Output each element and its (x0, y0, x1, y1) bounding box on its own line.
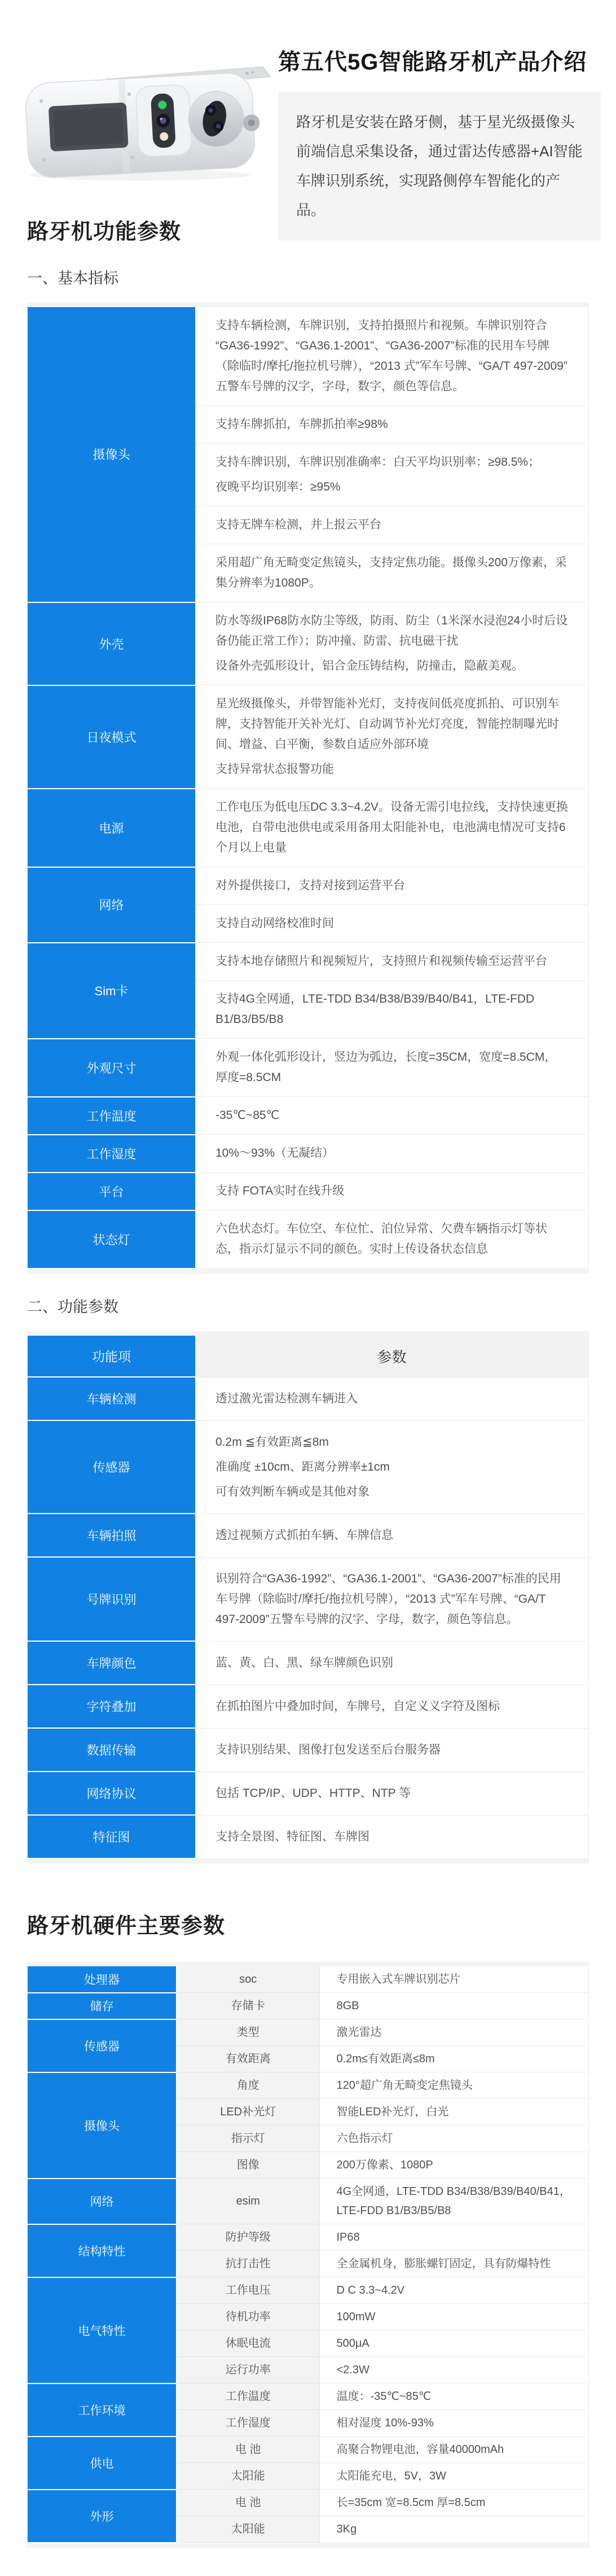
function-param-cell (195, 1641, 588, 1685)
hardware-value-cell: 太阳能充电，5V，3W (319, 2463, 588, 2490)
hardware-subitem-label: 有效距离 (177, 2046, 319, 2072)
function-param-line: 蓝、黄、白、黑、绿车牌颜色识别 (215, 1656, 393, 1669)
spec-group-label: 状态灯 (28, 1210, 195, 1269)
function-item-label: 传感器 (28, 1420, 195, 1514)
spec-value-line: 星光级摄像头，并带智能补光灯，支持夜间低亮度抓拍、可识别车牌，支持智能开关补光灯、自动调节补光灯亮度，智能控制曝光时间、增益、白平衡，参数自适应外部环境 (215, 697, 559, 751)
function-item-label: 车辆检测 (28, 1377, 195, 1420)
function-spec-row (28, 1685, 588, 1728)
spec-group-label: 日夜模式 (28, 685, 195, 789)
spec-value-cell (195, 444, 588, 506)
spec-value-cell (195, 981, 588, 1039)
hardware-value-cell: 4G全网通，LTE-TDD B34/B38/B39/B40/B41，LTE-FDD B1/B3/B5/B8 (319, 2179, 588, 2224)
function-param-line: 包括 TCP/IP、UDP、HTTP、NTP 等 (215, 1786, 411, 1800)
hardware-spec-row (28, 2383, 588, 2410)
hardware-value-cell: 0.2m≤有效距离≤8m (319, 2046, 588, 2072)
spec-value-line: 设备外壳弧形设计，铝合金压铸结构，防撞击，隐蔽美观。 (215, 659, 523, 672)
spec-group-label: 工作温度 (28, 1097, 195, 1135)
function-item-label: 字符叠加 (28, 1685, 195, 1728)
page-title: 第五代5G智能路牙机产品介绍 (278, 50, 587, 75)
spec-value-line: 支持 FOTA实时在线升级 (215, 1184, 345, 1197)
hardware-subitem-label: 指示灯 (177, 2125, 319, 2152)
hardware-value-cell: D C 3.3~4.2V (319, 2277, 588, 2304)
basic-specs-table-wrap (27, 303, 589, 1274)
hardware-value-cell: 专用嵌入式车牌识别芯片 (319, 1966, 588, 1993)
section-heading-function-params: 路牙机功能参数 (27, 220, 182, 244)
hardware-value-cell: <2.3W (319, 2357, 588, 2383)
basic-spec-row (28, 943, 588, 981)
spec-value-line: 10%～93%（无凝结） (215, 1147, 335, 1160)
product-description: 路牙机是安装在路牙侧，基于星光级摄像头前端信息采集设备，通过雷达传感器+AI智能车牌识别系统，实现路侧停车智能化的产品。 (278, 91, 601, 240)
basic-spec-row (28, 685, 588, 789)
hardware-category-label: 结构特性 (28, 2224, 177, 2277)
hardware-subitem-label: 电 池 (177, 2437, 319, 2463)
function-spec-row (28, 1815, 588, 1858)
function-param-cell (195, 1772, 588, 1815)
hardware-subitem-label: 抗打击性 (177, 2251, 319, 2277)
section-heading-hardware-params: 路牙机硬件主要参数 (27, 1914, 226, 1938)
spec-value-cell (195, 602, 588, 685)
hardware-subitem-label: 休眠电流 (177, 2330, 319, 2357)
hardware-category-label: 电气特性 (28, 2277, 177, 2383)
device-body (25, 72, 262, 178)
hardware-category-label: 网络 (28, 2179, 177, 2224)
hardware-subitem-label: LED补光灯 (177, 2099, 319, 2125)
spec-value-cell (195, 905, 588, 943)
function-param-cell (195, 1377, 588, 1420)
function-specs-table (28, 1336, 588, 1860)
hardware-category-label: 供电 (28, 2437, 177, 2490)
hardware-value-cell: 相对湿度 10%-93% (319, 2410, 588, 2437)
spec-value-line: 工作电压为低电压DC 3.3~4.2V。设备无需引电拉线，支持快速更换电池，自带电池供电或采用备用太阳能补电，电池满电情况可支持6个月以上电量 (215, 801, 568, 854)
hardware-subitem-label: 角度 (177, 2072, 319, 2099)
spec-group-label: 电源 (28, 789, 195, 867)
column-header-param: 参数 (195, 1336, 588, 1377)
function-spec-row (28, 1641, 588, 1685)
spec-group-label: Sim卡 (28, 943, 195, 1039)
function-item-label: 数据传输 (28, 1728, 195, 1772)
spec-value-line: 支持本地存储照片和视频短片，支持照片和视频传输至运营平台 (215, 955, 547, 968)
spec-value-line: 外观一体化弧形设计，竖边为弧边，长度=35CM，宽度=8.5CM，厚度=8.5CM (215, 1051, 557, 1084)
hardware-category-label: 外形 (28, 2490, 177, 2543)
function-item-label: 号牌识别 (28, 1557, 195, 1641)
spec-value-cell (195, 1097, 588, 1135)
hardware-subitem-label: 运行功率 (177, 2357, 319, 2383)
function-param-line: 可有效判断车辆或是其他对象 (215, 1485, 369, 1498)
hardware-specs-table-wrap (27, 1962, 589, 2548)
hardware-subitem-label: soc (177, 1966, 319, 1993)
spec-value-cell (195, 1039, 588, 1097)
hardware-subitem-label: 图像 (177, 2152, 319, 2179)
basic-spec-row (28, 307, 588, 406)
hardware-subitem-label: 类型 (177, 2019, 319, 2046)
spec-value-line: 防水等级IP68防水防尘等级，防雨、防尘（1米深水浸泡24小时后设备仍能正常工作）；防冲撞、防雷、抗电磁干扰 (215, 614, 568, 648)
basic-spec-row (28, 1039, 588, 1097)
spec-value-cell (195, 406, 588, 444)
hardware-spec-row (28, 1993, 588, 2019)
hardware-category-label: 储存 (28, 1993, 177, 2019)
function-param-line: 透过视频方式抓拍车辆、车牌信息 (215, 1528, 393, 1542)
hardware-subitem-label: 待机功率 (177, 2304, 319, 2330)
spec-group-label: 平台 (28, 1173, 195, 1210)
hardware-subitem-label: esim (177, 2179, 319, 2224)
spec-value-line: 支持车牌抓拍，车牌抓拍率≥98% (215, 418, 388, 431)
hardware-spec-row (28, 2179, 588, 2224)
hardware-spec-row (28, 2490, 588, 2516)
basic-spec-row (28, 867, 588, 905)
hardware-subitem-label: 电 池 (177, 2490, 319, 2516)
hardware-spec-row (28, 2019, 588, 2046)
spec-group-label: 外壳 (28, 602, 195, 685)
hardware-value-cell: 100mW (319, 2304, 588, 2330)
spec-group-label: 外观尺寸 (28, 1039, 195, 1097)
function-param-cell (195, 1685, 588, 1728)
function-param-line: 在抓拍图片中叠加时间，车牌号，自定义义字符及图标 (215, 1699, 500, 1713)
hardware-value-cell: 高聚合物锂电池，容量40000mAh (319, 2437, 588, 2463)
hardware-value-cell: 全金属机身，膨胀螺钉固定，具有防爆特性 (319, 2251, 588, 2277)
page-header (0, 0, 616, 218)
basic-spec-row (28, 602, 588, 685)
spec-value-line: 支持无牌车检测，并上报云平台 (215, 518, 381, 531)
spec-value-cell (195, 789, 588, 867)
basic-spec-row (28, 1135, 588, 1173)
spec-value-line: -35℃~85℃ (215, 1109, 280, 1122)
spec-value-cell (195, 506, 588, 544)
hardware-subitem-label: 太阳能 (177, 2463, 319, 2490)
spec-value-line: 支持自动网络校准时间 (215, 917, 334, 930)
spec-value-cell (195, 544, 588, 602)
hardware-value-cell: 温度：-35℃~85℃ (319, 2383, 588, 2410)
spec-value-line: 对外提供接口，支持对接到运营平台 (215, 879, 405, 892)
spec-value-line: 夜晚平均识别率：≥95% (215, 480, 341, 493)
function-param-line: 0.2m ≦有效距离≦8m (215, 1435, 329, 1449)
hardware-value-cell: 3Kg (319, 2516, 588, 2543)
function-item-label: 网络协议 (28, 1772, 195, 1815)
hardware-value-cell: 长=35cm 宽=8.5cm 厚=8.5cm (319, 2490, 588, 2516)
hardware-value-cell: 激光雷达 (319, 2019, 588, 2046)
spec-value-cell (195, 307, 588, 406)
hardware-spec-row (28, 2437, 588, 2463)
subheading-basic-indicators: 一、基本指标 (27, 270, 118, 287)
hardware-value-cell: 智能LED补光灯，白光 (319, 2099, 588, 2125)
hardware-value-cell: IP68 (319, 2224, 588, 2251)
spec-value-line: 支持4G全网通，LTE-TDD B34/B38/B39/B40/B41，LTE-FDD B1/B3/B5/B8 (215, 992, 535, 1026)
hardware-value-cell: 8GB (319, 1993, 588, 2019)
hardware-value-cell: 六色指示灯 (319, 2125, 588, 2152)
function-spec-row (28, 1377, 588, 1420)
function-table-header-row (28, 1336, 588, 1377)
function-item-label: 特征图 (28, 1815, 195, 1858)
hardware-spec-row (28, 1966, 588, 1993)
spec-group-label: 网络 (28, 867, 195, 943)
spec-value-cell (195, 685, 588, 789)
hardware-subitem-label: 太阳能 (177, 2516, 319, 2543)
function-spec-row (28, 1772, 588, 1815)
function-spec-row (28, 1557, 588, 1641)
hardware-value-cell: 200万像素、1080P (319, 2152, 588, 2179)
function-item-label: 车牌颜色 (28, 1641, 195, 1685)
function-spec-row (28, 1420, 588, 1514)
function-specs-table-wrap (27, 1331, 589, 1864)
hardware-category-label: 处理器 (28, 1966, 177, 1993)
function-param-line: 透过激光雷达检测车辆进入 (215, 1392, 358, 1405)
subheading-function-params: 二、功能参数 (27, 1298, 118, 1315)
function-param-cell (195, 1420, 588, 1514)
hardware-subitem-label: 工作温度 (177, 2383, 319, 2410)
basic-spec-row (28, 1173, 588, 1210)
function-param-line: 识别符合“GA36-1992”、“GA36.1-2001”、“GA36-2007”标准的民用车号牌（除临时/摩托/拖拉机号牌），“2013 式”军车号牌、“GA/T 497-2009”五警车号牌的汉字、字母，数字，颜色等信息。 (215, 1572, 561, 1626)
hardware-spec-row (28, 2277, 588, 2304)
function-param-line: 准确度 ±10cm、距离分辨率±1cm (215, 1460, 390, 1473)
hardware-subitem-label: 工作湿度 (177, 2410, 319, 2437)
spec-group-label: 工作湿度 (28, 1135, 195, 1173)
hardware-category-label: 工作环境 (28, 2383, 177, 2437)
spec-value-cell (195, 867, 588, 905)
hardware-category-label: 摄像头 (28, 2072, 177, 2179)
spec-value-cell (195, 943, 588, 981)
spec-value-line: 支持异常状态报警功能 (215, 763, 334, 776)
product-photo (10, 44, 271, 184)
hardware-category-label: 传感器 (28, 2019, 177, 2072)
column-header-item: 功能项 (28, 1336, 195, 1377)
basic-spec-row (28, 1097, 588, 1135)
spec-value-line: 六色状态灯。车位空、车位忙、泊位异常、欠费车辆指示灯等状态，指示灯显示不同的颜色。实时上传设备状态信息 (215, 1222, 547, 1256)
spec-value-line: 支持车辆检测，车牌识别，支持拍摄照片和视频。车牌识别符合“GA36-1992”、“GA36.1-2001”、“GA36-2007”标准的民用车号牌（除临时/摩托/拖拉机号牌），“2013 式”军车号牌、“GA/T 497-2009”五警车号牌的汉字，字母，数字，颜色等信息。 (215, 319, 567, 393)
basic-spec-row (28, 1210, 588, 1269)
hardware-spec-row (28, 2072, 588, 2099)
hardware-subitem-label: 存储卡 (177, 1993, 319, 2019)
function-param-cell (195, 1815, 588, 1858)
function-param-line: 支持全景图、特征图、车牌图 (215, 1830, 369, 1843)
basic-specs-table (28, 307, 588, 1269)
function-spec-row (28, 1514, 588, 1557)
spec-value-line: 支持车牌识别，车牌识别准确率：白天平均识别率：≥98.5%； (215, 456, 540, 469)
hardware-spec-row (28, 2224, 588, 2251)
function-param-cell (195, 1514, 588, 1557)
function-param-cell (195, 1557, 588, 1641)
function-spec-row (28, 1728, 588, 1772)
spec-value-cell (195, 1210, 588, 1269)
spec-value-cell (195, 1173, 588, 1210)
spec-value-cell (195, 1135, 588, 1173)
hardware-specs-table (28, 1966, 588, 2543)
hardware-value-cell: 120°超广角无畸变定焦镜头 (319, 2072, 588, 2099)
function-param-cell (195, 1728, 588, 1772)
spec-value-line: 采用超广角无畸变定焦镜头，支持定焦功能。摄像头200万像素，采集分辨率为1080P。 (215, 556, 567, 589)
function-item-label: 车辆拍照 (28, 1514, 195, 1557)
hardware-subitem-label: 工作电压 (177, 2277, 319, 2304)
spec-group-label: 摄像头 (28, 307, 195, 602)
hardware-subitem-label: 防护等级 (177, 2224, 319, 2251)
basic-spec-row (28, 789, 588, 867)
hardware-value-cell: 500μA (319, 2330, 588, 2357)
function-param-line: 支持识别结果、图像打包发送至后台服务器 (215, 1743, 441, 1756)
